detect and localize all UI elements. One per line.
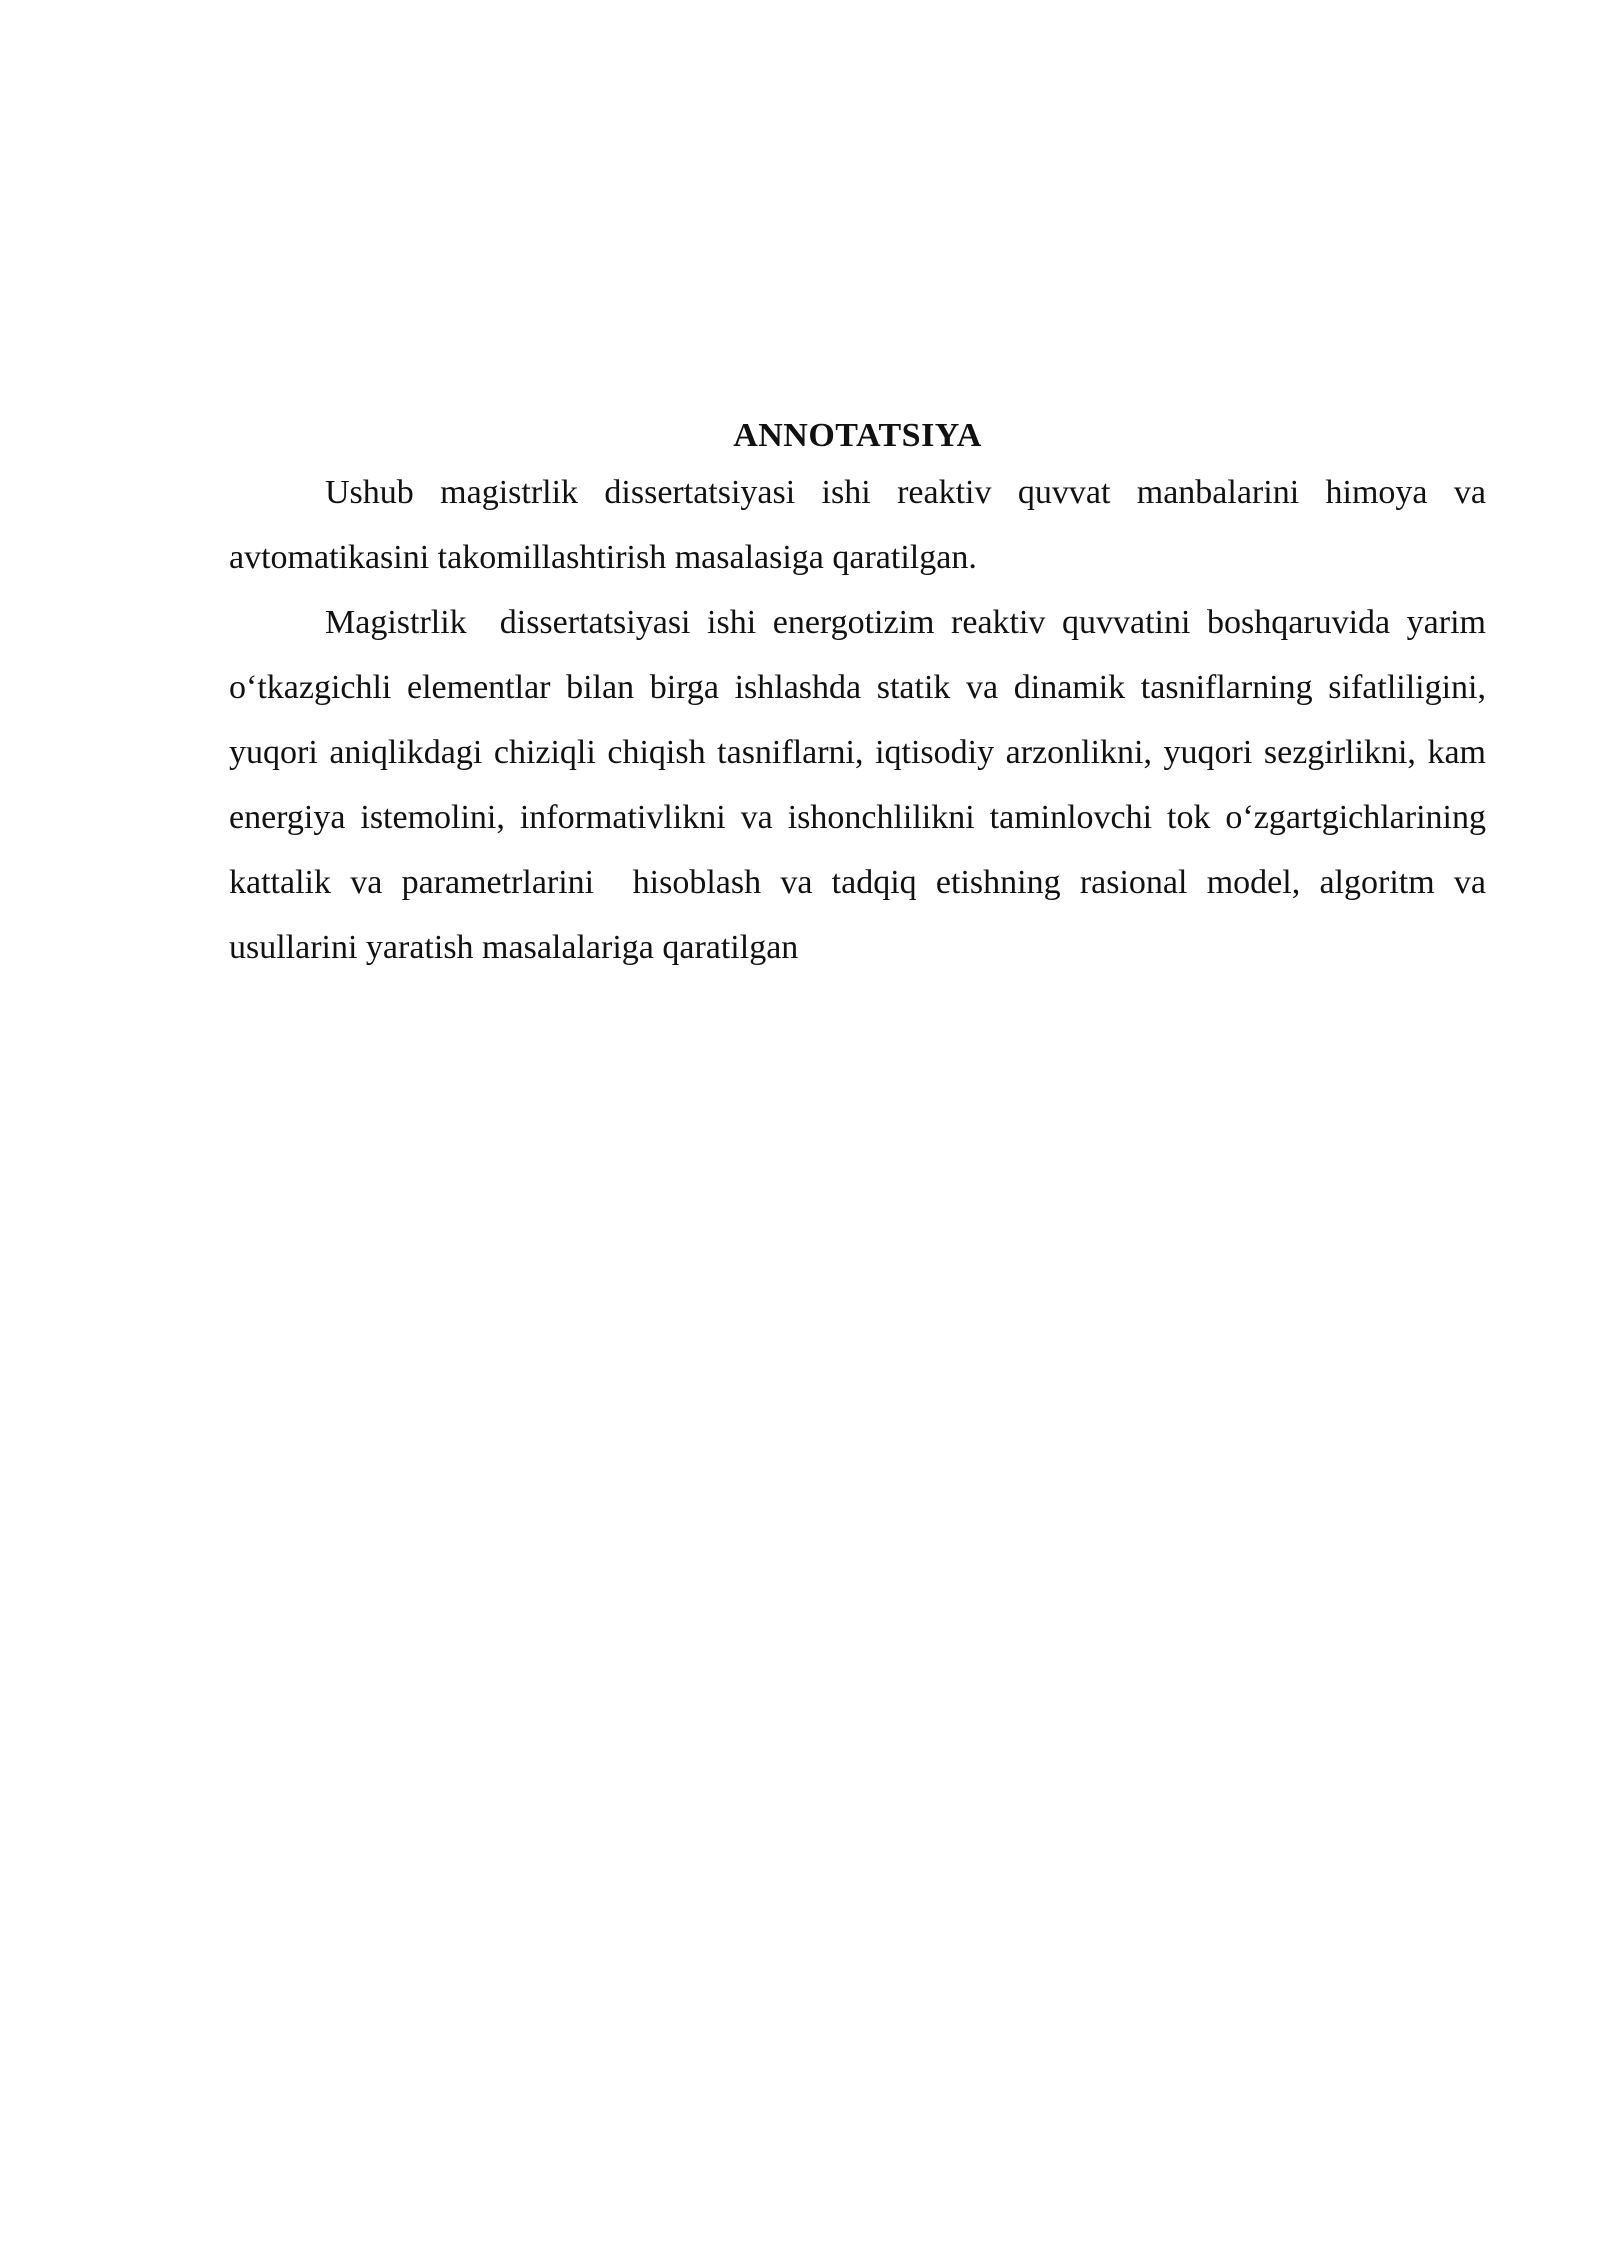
annotation-paragraph-2: Magistrlik dissertatsiyasi ishi energotizim reaktiv quvvatini boshqaruvida yarim o‘tkazgichli elementlar bilan birga ishlashda statik va dinamik tasniflarning sifatliligini, yuqori aniqlikdagi chiziqli chiqish tasniflarni, iqtisodiy arzonlikni, yuqori sezgirlikni, kam energiya istemolini, informativlikni va ishonchlilikni taminlovchi tok o‘zgartgichlarining kattalik va parametrlarini hisoblash va tadqiq etishning rasional model, algoritm va usullarini yaratish masalalariga qaratilgan <box>229 604 1495 966</box>
annotation-section <box>229 408 1495 980</box>
annotation-title: ANNOTATSIYA <box>733 417 982 454</box>
annotation-paragraph-1: Ushub magistrlik dissertatsiyasi ishi reaktiv quvvat manbalarini himoya va avtomatikasini takomillashtirish masalasiga qaratilgan. <box>229 474 1495 576</box>
